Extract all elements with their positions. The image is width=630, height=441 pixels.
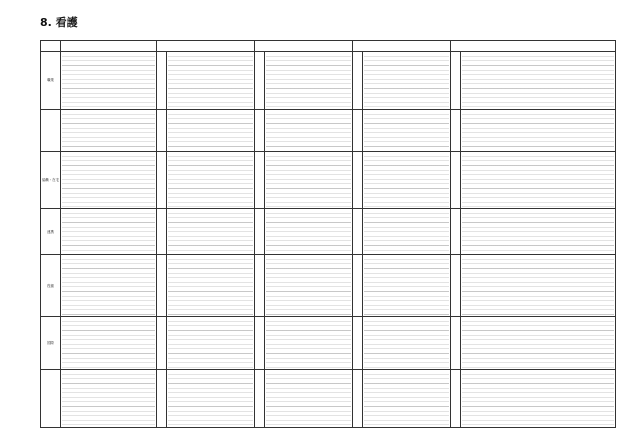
sub-label (451, 209, 461, 255)
cell-text (61, 209, 157, 255)
row-label: 役割 (41, 255, 61, 317)
cell-text (265, 255, 353, 317)
cell-text (461, 151, 616, 209)
cell-text (363, 151, 451, 209)
cell-text (167, 317, 255, 370)
cell-text (61, 255, 157, 317)
cell-text (61, 52, 157, 110)
illegible-text (266, 53, 351, 108)
cell-text (61, 317, 157, 370)
illegible-text (62, 111, 155, 150)
row-label (41, 370, 61, 428)
sub-label (255, 209, 265, 255)
sub-label (353, 52, 363, 110)
row-label (41, 109, 61, 151)
cell-text (461, 52, 616, 110)
sub-label (157, 209, 167, 255)
row-label: 職業 (41, 52, 61, 110)
cell-text (265, 109, 353, 151)
sub-label (353, 317, 363, 370)
header-row (41, 41, 616, 52)
sub-label (157, 255, 167, 317)
illegible-text (364, 318, 449, 368)
illegible-text (462, 256, 614, 315)
illegible-text (62, 371, 155, 426)
illegible-text (462, 111, 614, 150)
cell-text (265, 370, 353, 428)
sub-label (255, 151, 265, 209)
illegible-text (462, 53, 614, 108)
sub-label (353, 151, 363, 209)
sub-label (255, 317, 265, 370)
header-col-1 (61, 41, 157, 52)
sub-label (157, 317, 167, 370)
sub-label (353, 370, 363, 428)
sub-label (157, 370, 167, 428)
cell-text (363, 255, 451, 317)
illegible-text (462, 318, 614, 368)
illegible-text (266, 318, 351, 368)
illegible-text (62, 53, 155, 108)
illegible-text (266, 371, 351, 426)
cell-text (363, 109, 451, 151)
row-group (41, 52, 616, 110)
sub-label (157, 109, 167, 151)
cell-text (167, 52, 255, 110)
illegible-text (462, 371, 614, 426)
sub-label (451, 151, 461, 209)
header-col-2 (157, 41, 255, 52)
sub-label (451, 317, 461, 370)
cell-text (363, 209, 451, 255)
sub-label (255, 52, 265, 110)
illegible-text (62, 318, 155, 368)
illegible-text (266, 153, 351, 208)
cell-text (265, 317, 353, 370)
sub-label (451, 370, 461, 428)
illegible-text (462, 153, 614, 208)
cell-text (167, 109, 255, 151)
illegible-text (266, 210, 351, 253)
cell-text (363, 370, 451, 428)
row-label: 協働・在宅 (41, 151, 61, 209)
row-group (41, 151, 616, 209)
page-title: 8. 看護 (40, 16, 78, 29)
cell-text (167, 370, 255, 428)
cell-text (61, 370, 157, 428)
sub-label (157, 151, 167, 209)
row-group (41, 209, 616, 255)
header-col-5 (451, 41, 616, 52)
cell-text (167, 255, 255, 317)
illegible-text (168, 111, 253, 150)
row-group (41, 255, 616, 317)
illegible-text (62, 153, 155, 208)
header-col-4 (353, 41, 451, 52)
cell-text (363, 317, 451, 370)
illegible-text (364, 371, 449, 426)
illegible-text (62, 210, 155, 253)
header-col-3 (255, 41, 353, 52)
cell-text (265, 151, 353, 209)
illegible-text (364, 210, 449, 253)
illegible-text (62, 256, 155, 315)
cell-text (265, 52, 353, 110)
cell-text (461, 370, 616, 428)
sub-label (353, 209, 363, 255)
row-label: 国際 (41, 317, 61, 370)
illegible-text (168, 318, 253, 368)
row-group (41, 109, 616, 151)
row-group (41, 370, 616, 428)
cell-text (265, 209, 353, 255)
illegible-text (266, 111, 351, 150)
cell-text (461, 109, 616, 151)
illegible-text (364, 153, 449, 208)
sub-label (451, 52, 461, 110)
illegible-text (364, 53, 449, 108)
illegible-text (168, 53, 253, 108)
sub-label (353, 109, 363, 151)
illegible-text (462, 210, 614, 253)
sub-label (157, 52, 167, 110)
illegible-text (266, 256, 351, 315)
cell-text (167, 151, 255, 209)
sub-label (353, 255, 363, 317)
illegible-text (168, 153, 253, 208)
sub-label (255, 255, 265, 317)
cell-text (167, 209, 255, 255)
cell-text (363, 52, 451, 110)
illegible-text (168, 210, 253, 253)
row-group (41, 317, 616, 370)
header-corner (41, 41, 61, 52)
illegible-text (168, 371, 253, 426)
cell-text (461, 317, 616, 370)
sub-label (255, 109, 265, 151)
competency-matrix (40, 40, 616, 428)
sub-label (451, 255, 461, 317)
cell-text (461, 255, 616, 317)
sub-label (255, 370, 265, 428)
illegible-text (364, 256, 449, 315)
cell-text (61, 151, 157, 209)
illegible-text (168, 256, 253, 315)
illegible-text (364, 111, 449, 150)
sub-label (451, 109, 461, 151)
cell-text (461, 209, 616, 255)
cell-text (61, 109, 157, 151)
row-label: 連携 (41, 209, 61, 255)
